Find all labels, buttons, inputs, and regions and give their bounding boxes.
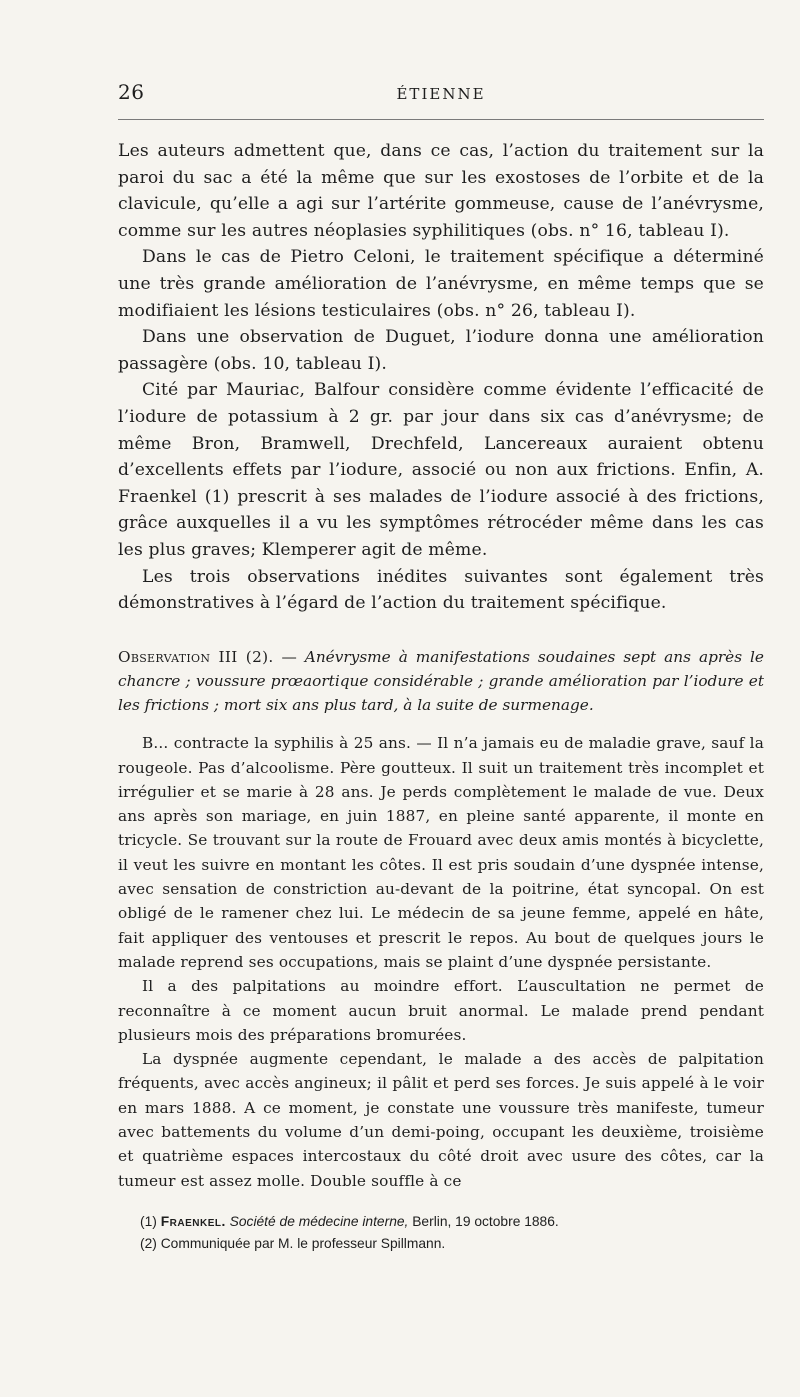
footnote-author: Fraenkel.	[160, 1214, 226, 1229]
paragraph: Dans une observation de Duguet, l’iodure donna une amélioration passagère (obs. 10, tableau I).	[118, 327, 764, 374]
observation-paragraph: Il a des palpitations au moindre effort. L’auscultation ne permet de reconnaître à ce moment aucun bruit anormal. Le malade prend pendant plusieurs mois des préparations bromurées.	[118, 977, 764, 1044]
running-head: ÉTIENNE	[396, 85, 486, 103]
page-header	[118, 80, 764, 112]
header-rule	[118, 119, 764, 120]
observation-heading	[118, 645, 764, 718]
footnotes	[140, 1211, 760, 1255]
page-number: 26	[118, 80, 145, 104]
footnote-number: (1)	[140, 1214, 157, 1229]
paragraph: Les auteurs admettent que, dans ce cas, l’action du traitement sur la paroi du sac a été la même que sur les exostoses de l’orbite et de la clavicule, qu’elle a agi sur l’artérite gommeuse, cause de l’anévrysme, comme sur les autres néoplasies syphilitiques (obs. n° 16, tableau I).	[118, 141, 764, 241]
footnote	[140, 1211, 760, 1233]
paragraph: Les trois observations inédites suivantes sont également très démonstratives à l’égard de l’action du traitement spécifique.	[118, 566, 764, 614]
paragraph: Cité par Mauriac, Balfour considère comme évidente l’efficacité de l’iodure de potassium à 2 gr. par jour dans six cas d’anévrysme; de même Bron, Bramwell, Drechfeld, Lancereaux auraient obtenu d’excellents effets par l’iodure, associé ou non aux frictions. Enfin, A. Fraenkel (1) prescrit à ses malades de l’iodure associé à des frictions, grâce auxquelles il a vu les symptômes rétrocéder même dans les cas les plus graves; Klemperer agit de même.	[118, 380, 764, 560]
footnote-number: (2)	[140, 1236, 157, 1251]
footnote	[140, 1233, 760, 1255]
footnote-text: Communiquée par M. le professeur Spillmann.	[160, 1236, 446, 1251]
footnote-rest: Berlin, 19 octobre 1886.	[412, 1214, 559, 1229]
observation-label: Observation III (2).	[118, 647, 274, 666]
observation-dash: —	[273, 647, 305, 666]
observation-paragraph: B... contracte la syphilis à 25 ans. — Il n’a jamais eu de maladie grave, sauf la rougeole. Pas d’alcoolisme. Père goutteux. Il suit un traitement très incomplet et irrégulier et se marie à 28 ans. Je perds complètement le malade de vue. Deux ans après son mariage, en juin 1887, en pleine santé apparente, il monte en tricycle. Se trouvant sur la route de Frouard avec deux amis montés à bicyclette, il veut les suivre en montant les côtes. Il est pris soudain d’une dyspnée intense, avec sensation de constriction au-devant de la poitrine, état syncopal. On est obligé de le ramener chez lui. Le médecin de sa jeune femme, appelé en hâte, fait appliquer des ventouses et prescrit le repos. Au bout de quelques jours le malade reprend ses occupations, mais se plaint d’une dyspnée persistante.	[118, 734, 764, 971]
observation-paragraph: La dyspnée augmente cependant, le malade a des accès de palpitation fréquents, avec accès angineux; il pâlit et perd ses forces. Je suis appelé à le voir en mars 1888. A ce moment, je constate une voussure très manifeste, tumeur avec battements du volume d’un demi-poing, occupant les deuxième, troisième et quatrième espaces intercostaux du côté droit avec usure des côtes, car la tumeur est assez molle. Double souffle à ce	[118, 1050, 764, 1190]
main-text	[118, 138, 764, 1193]
footnote-journal: Société de médecine interne,	[229, 1214, 409, 1229]
observation-title: Anévrysme à manifestations soudaines sept ans après le chancre ; voussure prœaortique considérable ; grande amélioration par l’iodure et les frictions ; mort six ans plus tard, à la suite de surmenage.	[118, 647, 764, 715]
paragraph: Dans le cas de Pietro Celoni, le traitement spécifique a déterminé une très grande amélioration de l’anévrysme, en même temps que se modifiaient les lésions testiculaires (obs. n° 26, tableau I).	[118, 247, 764, 321]
